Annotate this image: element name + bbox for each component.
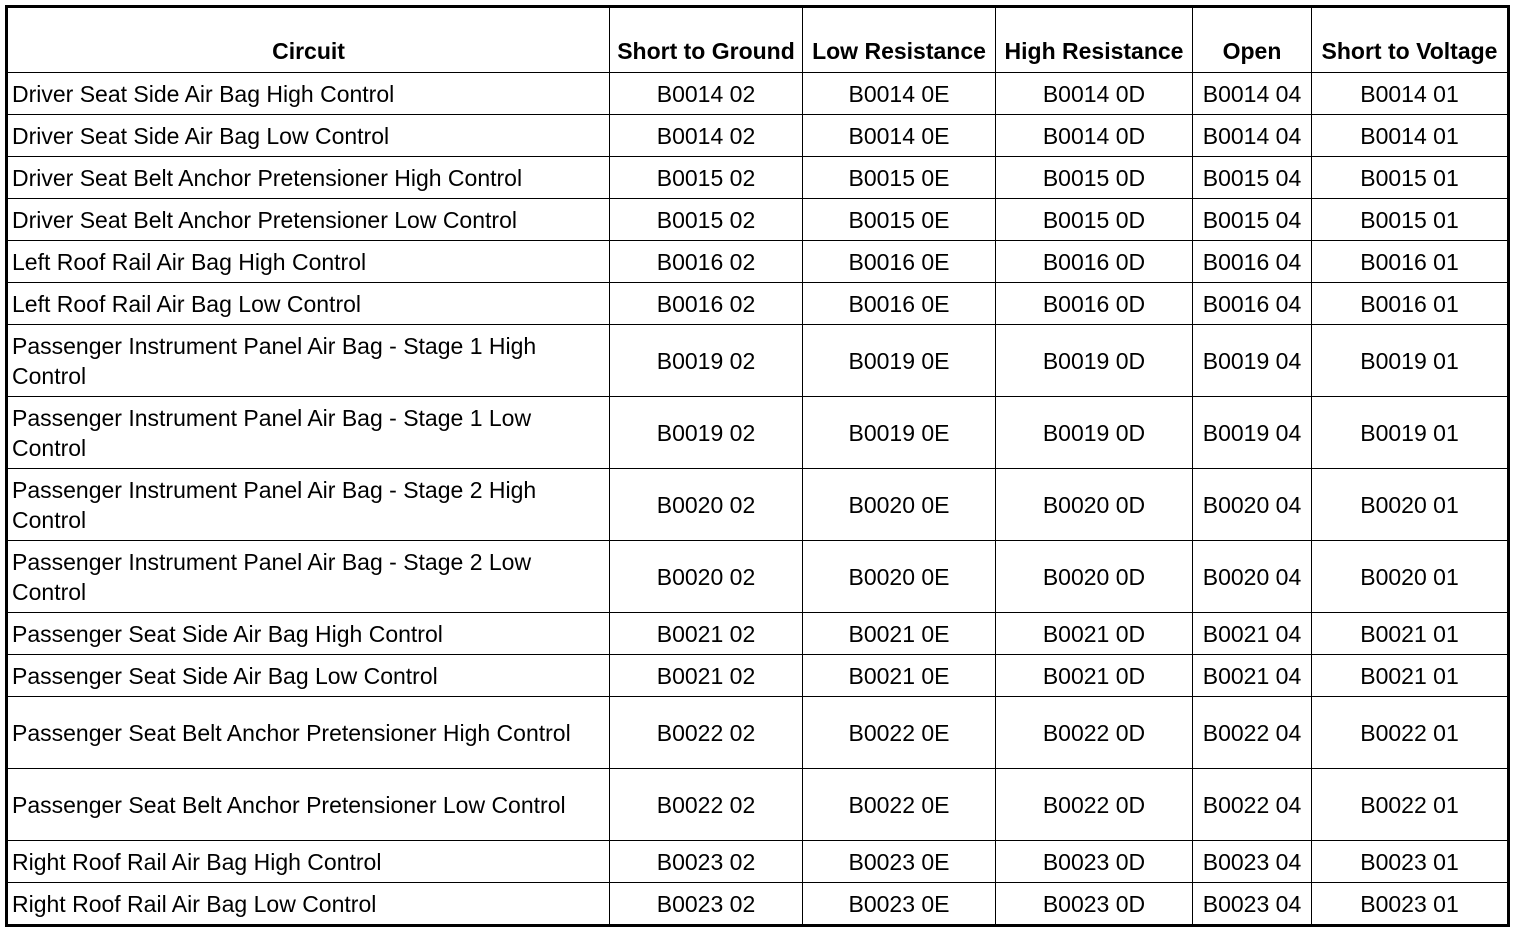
dtc-cell-high-resistance: B0015 0D [996, 199, 1193, 241]
circuit-cell: Right Roof Rail Air Bag High Control [7, 841, 610, 883]
dtc-cell-short-to-ground: B0023 02 [610, 883, 803, 926]
dtc-cell-low-resistance: B0019 0E [803, 397, 996, 469]
dtc-cell-high-resistance: B0020 0D [996, 541, 1193, 613]
dtc-cell-open: B0020 04 [1193, 541, 1312, 613]
dtc-cell-short-to-voltage: B0023 01 [1312, 841, 1509, 883]
circuit-cell: Passenger Seat Belt Anchor Pretensioner High Control [7, 697, 610, 769]
dtc-cell-short-to-ground: B0021 02 [610, 655, 803, 697]
dtc-cell-short-to-voltage: B0014 01 [1312, 73, 1509, 115]
dtc-cell-short-to-voltage: B0015 01 [1312, 157, 1509, 199]
dtc-cell-low-resistance: B0021 0E [803, 655, 996, 697]
dtc-cell-low-resistance: B0020 0E [803, 469, 996, 541]
dtc-cell-short-to-voltage: B0014 01 [1312, 115, 1509, 157]
dtc-cell-high-resistance: B0019 0D [996, 397, 1193, 469]
dtc-cell-high-resistance: B0022 0D [996, 697, 1193, 769]
dtc-cell-short-to-ground: B0020 02 [610, 541, 803, 613]
dtc-cell-open: B0022 04 [1193, 769, 1312, 841]
header-short-to-voltage: Short to Voltage [1312, 7, 1509, 73]
dtc-cell-high-resistance: B0014 0D [996, 115, 1193, 157]
table-row [7, 613, 1509, 655]
dtc-cell-low-resistance: B0022 0E [803, 769, 996, 841]
dtc-cell-short-to-ground: B0015 02 [610, 199, 803, 241]
dtc-cell-short-to-voltage: B0022 01 [1312, 697, 1509, 769]
dtc-cell-open: B0023 04 [1193, 883, 1312, 926]
dtc-cell-high-resistance: B0021 0D [996, 613, 1193, 655]
dtc-cell-short-to-ground: B0015 02 [610, 157, 803, 199]
header-short-to-ground: Short to Ground [610, 7, 803, 73]
dtc-cell-open: B0016 04 [1193, 283, 1312, 325]
circuit-cell: Right Roof Rail Air Bag Low Control [7, 883, 610, 926]
dtc-cell-low-resistance: B0015 0E [803, 199, 996, 241]
circuit-cell: Left Roof Rail Air Bag Low Control [7, 283, 610, 325]
dtc-cell-open: B0021 04 [1193, 613, 1312, 655]
table-row [7, 697, 1509, 769]
dtc-cell-low-resistance: B0014 0E [803, 115, 996, 157]
dtc-cell-short-to-ground: B0014 02 [610, 73, 803, 115]
dtc-cell-high-resistance: B0014 0D [996, 73, 1193, 115]
table-row [7, 115, 1509, 157]
dtc-cell-high-resistance: B0016 0D [996, 283, 1193, 325]
dtc-cell-short-to-ground: B0019 02 [610, 397, 803, 469]
table-row [7, 541, 1509, 613]
dtc-cell-open: B0022 04 [1193, 697, 1312, 769]
table-row [7, 199, 1509, 241]
dtc-cell-short-to-voltage: B0015 01 [1312, 199, 1509, 241]
dtc-cell-high-resistance: B0021 0D [996, 655, 1193, 697]
dtc-cell-short-to-voltage: B0019 01 [1312, 325, 1509, 397]
dtc-cell-high-resistance: B0023 0D [996, 883, 1193, 926]
circuit-cell: Passenger Instrument Panel Air Bag - Stage 1 Low Control [7, 397, 610, 469]
dtc-cell-low-resistance: B0016 0E [803, 241, 996, 283]
dtc-cell-open: B0014 04 [1193, 73, 1312, 115]
dtc-cell-open: B0015 04 [1193, 157, 1312, 199]
dtc-cell-short-to-ground: B0021 02 [610, 613, 803, 655]
dtc-cell-low-resistance: B0021 0E [803, 613, 996, 655]
circuit-cell: Driver Seat Side Air Bag High Control [7, 73, 610, 115]
dtc-cell-low-resistance: B0020 0E [803, 541, 996, 613]
dtc-cell-short-to-ground: B0014 02 [610, 115, 803, 157]
circuit-cell: Passenger Seat Side Air Bag High Control [7, 613, 610, 655]
dtc-table [5, 5, 1510, 927]
table-row [7, 469, 1509, 541]
dtc-cell-low-resistance: B0015 0E [803, 157, 996, 199]
table-row [7, 241, 1509, 283]
circuit-cell: Driver Seat Belt Anchor Pretensioner High Control [7, 157, 610, 199]
dtc-cell-short-to-ground: B0019 02 [610, 325, 803, 397]
table-row [7, 655, 1509, 697]
table-row [7, 769, 1509, 841]
dtc-cell-open: B0019 04 [1193, 325, 1312, 397]
dtc-cell-low-resistance: B0016 0E [803, 283, 996, 325]
dtc-cell-low-resistance: B0023 0E [803, 841, 996, 883]
dtc-cell-high-resistance: B0023 0D [996, 841, 1193, 883]
dtc-cell-high-resistance: B0020 0D [996, 469, 1193, 541]
circuit-cell: Passenger Seat Side Air Bag Low Control [7, 655, 610, 697]
table-header [7, 7, 1509, 73]
dtc-cell-low-resistance: B0023 0E [803, 883, 996, 926]
dtc-cell-short-to-ground: B0016 02 [610, 283, 803, 325]
dtc-cell-high-resistance: B0022 0D [996, 769, 1193, 841]
table-body [7, 73, 1509, 926]
dtc-cell-short-to-voltage: B0022 01 [1312, 769, 1509, 841]
dtc-cell-open: B0023 04 [1193, 841, 1312, 883]
dtc-cell-short-to-voltage: B0016 01 [1312, 241, 1509, 283]
dtc-cell-high-resistance: B0019 0D [996, 325, 1193, 397]
dtc-cell-low-resistance: B0022 0E [803, 697, 996, 769]
dtc-cell-low-resistance: B0014 0E [803, 73, 996, 115]
dtc-cell-short-to-ground: B0022 02 [610, 697, 803, 769]
dtc-cell-short-to-voltage: B0021 01 [1312, 655, 1509, 697]
dtc-cell-high-resistance: B0016 0D [996, 241, 1193, 283]
dtc-cell-short-to-ground: B0016 02 [610, 241, 803, 283]
circuit-cell: Passenger Instrument Panel Air Bag - Stage 1 High Control [7, 325, 610, 397]
header-high-resistance: High Resistance [996, 7, 1193, 73]
dtc-cell-short-to-voltage: B0023 01 [1312, 883, 1509, 926]
circuit-cell: Left Roof Rail Air Bag High Control [7, 241, 610, 283]
dtc-cell-open: B0015 04 [1193, 199, 1312, 241]
dtc-cell-short-to-ground: B0020 02 [610, 469, 803, 541]
table-row [7, 73, 1509, 115]
dtc-cell-open: B0016 04 [1193, 241, 1312, 283]
dtc-cell-open: B0019 04 [1193, 397, 1312, 469]
circuit-cell: Passenger Instrument Panel Air Bag - Stage 2 High Control [7, 469, 610, 541]
dtc-cell-open: B0014 04 [1193, 115, 1312, 157]
circuit-cell: Passenger Instrument Panel Air Bag - Stage 2 Low Control [7, 541, 610, 613]
dtc-cell-low-resistance: B0019 0E [803, 325, 996, 397]
header-row [7, 7, 1509, 73]
dtc-cell-high-resistance: B0015 0D [996, 157, 1193, 199]
circuit-cell: Driver Seat Belt Anchor Pretensioner Low Control [7, 199, 610, 241]
header-low-resistance: Low Resistance [803, 7, 996, 73]
table-row [7, 157, 1509, 199]
circuit-cell: Passenger Seat Belt Anchor Pretensioner Low Control [7, 769, 610, 841]
dtc-cell-open: B0020 04 [1193, 469, 1312, 541]
header-open: Open [1193, 7, 1312, 73]
dtc-cell-short-to-ground: B0022 02 [610, 769, 803, 841]
dtc-cell-short-to-voltage: B0019 01 [1312, 397, 1509, 469]
table-row [7, 883, 1509, 926]
dtc-cell-short-to-ground: B0023 02 [610, 841, 803, 883]
dtc-cell-short-to-voltage: B0020 01 [1312, 469, 1509, 541]
dtc-cell-open: B0021 04 [1193, 655, 1312, 697]
table-row [7, 283, 1509, 325]
dtc-cell-short-to-voltage: B0016 01 [1312, 283, 1509, 325]
table-row [7, 397, 1509, 469]
circuit-cell: Driver Seat Side Air Bag Low Control [7, 115, 610, 157]
dtc-cell-short-to-voltage: B0020 01 [1312, 541, 1509, 613]
table-row [7, 841, 1509, 883]
dtc-cell-short-to-voltage: B0021 01 [1312, 613, 1509, 655]
table-row [7, 325, 1509, 397]
header-circuit: Circuit [7, 7, 610, 73]
